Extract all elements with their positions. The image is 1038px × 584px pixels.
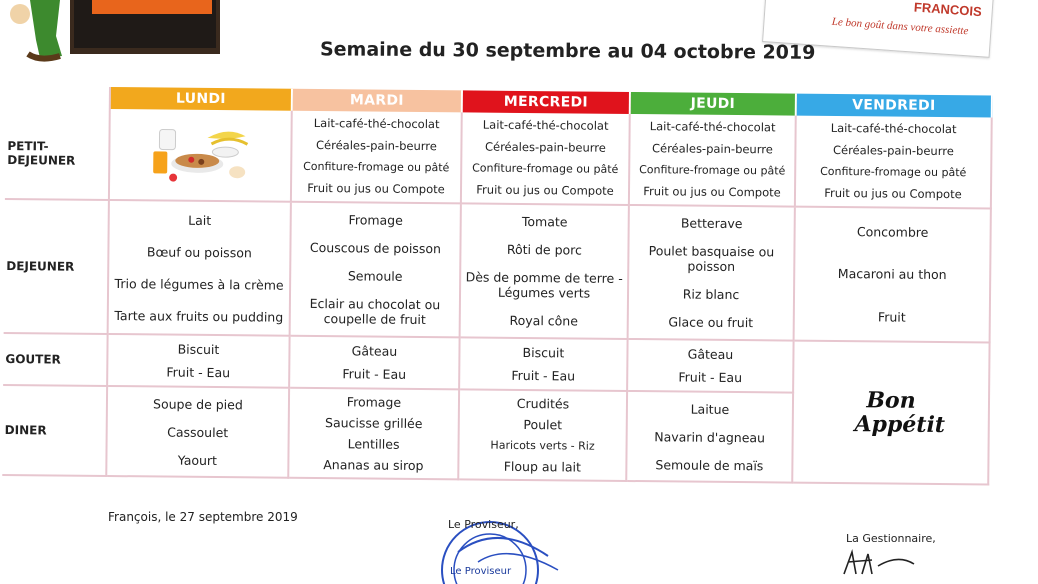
menu-item: Fruit - Eau — [342, 366, 407, 382]
menu-item: Couscous de poisson — [309, 239, 442, 257]
menu-item: Confiture-fromage ou pâté — [820, 165, 967, 180]
menu-item: Fruit - Eau — [511, 367, 576, 384]
row-label-gouter: GOUTER — [3, 334, 108, 387]
menu-item: Floup au lait — [503, 458, 582, 475]
gouter-mardi — [290, 337, 460, 391]
menu-item: Gâteau — [351, 343, 398, 359]
menu-item: Saucisse grillée — [324, 415, 423, 432]
diner-mardi — [289, 389, 460, 481]
bon-appetit-cell — [793, 342, 990, 486]
dejeuner-vendredi — [795, 208, 992, 344]
menu-item: Glace ou fruit — [668, 314, 754, 331]
menu-item: Fruit — [877, 309, 906, 325]
dejeuner-mardi — [291, 203, 462, 339]
petit-dejeuner-vendredi — [796, 116, 993, 210]
menu-item: Lait-café-thé-chocolat — [313, 116, 440, 132]
menu-item: Céréales-pain-beurre — [651, 140, 773, 157]
menu-item: Poulet basquaise ou poisson — [648, 243, 775, 274]
menu-item: Poulet — [523, 416, 563, 433]
menu-item: Betterave — [680, 215, 743, 231]
menu-item: Soupe de pied — [153, 395, 243, 412]
menu-item: Bœuf ou poisson — [146, 243, 252, 260]
menu-item: Trio de légumes à la crème — [114, 275, 284, 293]
dejeuner-mercredi — [461, 204, 630, 340]
menu-item: Riz blanc — [682, 286, 740, 303]
gestionnaire-label: La Gestionnaire, — [846, 532, 936, 545]
brand-name: FRANCOIS — [913, 0, 983, 20]
menu-item: Céréales-pain-beurre — [484, 139, 606, 155]
menu-item: Céréales-pain-beurre — [315, 137, 437, 153]
footer-date: François, le 27 septembre 2019 — [108, 510, 298, 524]
bon-appetit-line-1: Bon — [866, 387, 916, 414]
menu-item: Biscuit — [522, 344, 565, 361]
diner-lundi — [107, 387, 290, 479]
menu-item: Haricots verts - Riz — [490, 438, 595, 453]
menu-item: Lait — [188, 212, 212, 228]
menu-item: Tarte aux fruits ou pudding — [114, 307, 284, 325]
menu-item: Lentilles — [347, 436, 400, 452]
menu-item: Lait-café-thé-chocolat — [830, 121, 957, 137]
menu-item: Fruit - Eau — [678, 369, 743, 386]
menu-item: Tomate — [521, 213, 568, 230]
proviseur-label: Le Proviseur, — [448, 518, 519, 531]
menu-item: Céréales-pain-beurre — [832, 142, 954, 158]
diner-jeudi — [627, 392, 794, 484]
menu-item: Royal cône — [509, 313, 579, 329]
weekly-menu — [2, 86, 996, 515]
menu-item: Yaourt — [177, 452, 218, 468]
menu-item: Eclair au chocolat ou coupelle de fruit — [309, 296, 441, 328]
brand-slogan: Le bon goût dans votre assiette — [831, 15, 969, 38]
row-label-petit-dejeuner: PETIT-DEJEUNER — [5, 108, 111, 201]
menu-item: Lait-café-thé-chocolat — [649, 119, 776, 135]
menu-item: Rôti de porc — [506, 241, 583, 258]
menu-item: Dès de pomme de terre - Légumes verts — [465, 269, 623, 301]
menu-item: Semoule — [347, 268, 403, 284]
menu-item: Confiture-fromage ou pâté — [303, 160, 450, 175]
menu-item: Fruit - Eau — [166, 364, 231, 381]
menu-item: Navarin d'agneau — [654, 428, 766, 445]
petit-dejeuner-jeudi — [630, 114, 797, 208]
menu-item: Fruit ou jus ou Compote — [307, 180, 445, 196]
menu-item: Gâteau — [687, 346, 734, 362]
petit-dejeuner-mardi — [292, 111, 463, 205]
menu-item: Laitue — [690, 401, 730, 417]
gouter-mercredi — [460, 338, 628, 392]
bon-appetit-line-2: Appétit — [854, 411, 946, 439]
menu-item: Cassoulet — [167, 424, 229, 440]
menu-item: Ananas au sirop — [323, 457, 424, 474]
canteen-logo — [0, 0, 230, 62]
menu-item: Lait-café-thé-chocolat — [482, 117, 609, 134]
menu-item: Confiture-fromage ou pâté — [639, 163, 786, 178]
menu-item: Crudités — [516, 395, 570, 412]
menu-item: Confiture-fromage ou pâté — [472, 161, 619, 177]
diner-mercredi — [459, 390, 628, 482]
day-header-jeudi: JEUDI — [631, 92, 797, 116]
menu-item: Fromage — [346, 394, 402, 410]
menu-item: Biscuit — [177, 341, 220, 358]
grid-corner — [6, 86, 111, 109]
day-header-mardi: MARDI — [293, 89, 463, 113]
menu-item: Fruit ou jus ou Compote — [824, 185, 962, 201]
gouter-lundi — [108, 335, 290, 389]
menu-item: Fruit ou jus ou Compote — [643, 183, 781, 200]
petit-dejeuner-mercredi — [462, 112, 631, 206]
menu-item: Fromage — [348, 211, 403, 228]
bon-appetit-lettering — [836, 388, 945, 437]
menu-item: Macaroni au thon — [837, 266, 947, 283]
menu-item: Concombre — [856, 224, 929, 240]
menu-item: Fruit ou jus ou Compote — [476, 182, 614, 198]
stamp-name: Le Proviseur — [450, 566, 512, 577]
day-header-lundi: LUNDI — [111, 87, 293, 111]
page-title: Semaine du 30 septembre au 04 octobre 2019 — [319, 38, 816, 64]
menu-item: Semoule de maïs — [655, 456, 764, 473]
gouter-jeudi — [628, 340, 794, 394]
dejeuner-lundi — [109, 201, 292, 337]
signature — [838, 546, 918, 576]
breakfast-image-cell — [110, 109, 293, 203]
breakfast-photo — [145, 123, 256, 186]
day-header-vendredi: VENDREDI — [797, 94, 993, 118]
row-label-diner: DINER — [2, 386, 108, 477]
menu-grid — [2, 86, 993, 485]
day-header-mercredi: MERCREDI — [463, 90, 631, 114]
dejeuner-jeudi — [629, 206, 796, 342]
row-label-dejeuner: DEJEUNER — [4, 200, 110, 335]
